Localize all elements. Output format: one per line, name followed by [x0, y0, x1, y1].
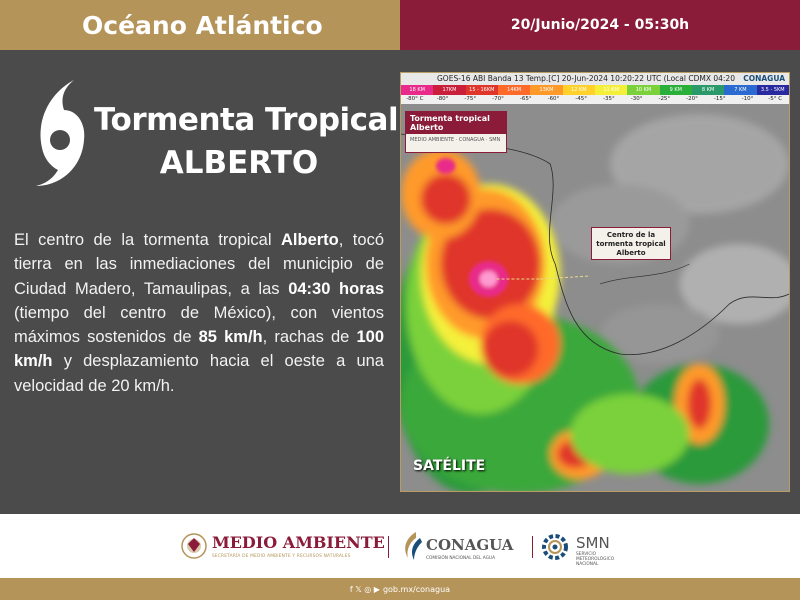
satellite-image [400, 72, 790, 492]
smn-subtitle: SERVICIO METEOROLÓGICO NACIONAL [576, 552, 615, 567]
colorbar-band: 3.5 - 5KM [757, 85, 789, 95]
bulletin-text-5: y desplazamiento hacia el oeste a una velocidad de 20 km/h. [14, 352, 384, 395]
conagua-title: CONAGUA [426, 536, 514, 554]
medio-ambiente-title: MEDIO AMBIENTE [212, 533, 385, 552]
temperature-tick: -30° [630, 96, 643, 102]
temperature-tick: -45° [575, 96, 588, 102]
temperature-tick: -60° [547, 96, 560, 102]
colorbar-band: 15 - 16KM [466, 85, 498, 95]
colorbar-band: 14KM [498, 85, 530, 95]
max-wind: 85 km/h [198, 328, 263, 347]
colorbar-band: 11 KM [595, 85, 627, 95]
temperature-tick: -20° [686, 96, 698, 102]
landfall-time: 04:30 horas [288, 279, 384, 298]
conagua-logo [400, 530, 525, 564]
satellite-legend-logos: MEDIO AMBIENTE · CONAGUA · SMN [410, 137, 501, 143]
temperature-tick: -65° [519, 96, 532, 102]
bulletin-text [14, 228, 384, 398]
temperature-tick: -70° [492, 96, 504, 102]
bottom-bar [0, 578, 800, 600]
storm-name-inline: Alberto [280, 231, 339, 249]
header-bar [0, 0, 800, 50]
temperature-tick: -80° C [406, 96, 424, 102]
satellite-conagua-logo: CONAGUA [743, 74, 785, 83]
colorbar-band: 18 KM [401, 85, 433, 95]
region-title: Océano Atlántico [0, 0, 400, 50]
bulletin-text-1: El centro de la tormenta tropical [14, 231, 281, 249]
temperature-tick: -80° [436, 96, 449, 102]
conagua-wave-icon [400, 530, 424, 562]
colorbar-band: 7 KM [724, 85, 756, 95]
medio-ambiente-logo [180, 530, 385, 564]
smn-title: SMN [576, 534, 610, 552]
satellite-label: SATÉLITE [413, 458, 486, 474]
satellite-legend-box [405, 111, 507, 153]
gusts: 100 km/h [14, 328, 384, 371]
smn-logo [540, 530, 630, 567]
temperature-tick: -75° [464, 96, 477, 102]
temperature-tick: -35° [603, 96, 615, 102]
height-colorbar [401, 85, 789, 95]
colorbar-band: 12 KM [563, 85, 595, 95]
main-panel [0, 50, 800, 514]
satellite-map [401, 104, 789, 492]
temperature-scale [401, 95, 789, 104]
footer-logos [0, 514, 800, 578]
smn-gear-icon [540, 532, 572, 562]
satellite-legend-title: Tormenta tropical Alberto [406, 112, 506, 134]
colorbar-band: 9 KM [660, 85, 692, 95]
bulletin-text-2: , tocó tierra en las inmediaciones del municipio de Ciudad Madero, Tamaulipas, a las [14, 231, 384, 298]
website-link[interactable]: gob.mx/conagua [382, 584, 451, 594]
temperature-tick: -5° C [768, 96, 783, 102]
bulletin-datetime: 20/Junio/2024 - 05:30h [400, 0, 800, 50]
coat-of-arms-icon [180, 530, 208, 562]
social-icons[interactable]: f 𝕏 ◎ ▶ [349, 584, 380, 594]
tropical-storm-icon [30, 74, 90, 186]
satellite-header [401, 73, 789, 85]
divider [532, 536, 533, 558]
colorbar-band: 17KM [433, 85, 465, 95]
storm-name: ALBERTO [159, 145, 319, 181]
bulletin-text-4: , rachas de [262, 328, 357, 347]
storm-center-callout: Centro de la tormenta tropical Alberto [591, 227, 671, 260]
temperature-tick: -15° [713, 96, 726, 102]
medio-ambiente-subtitle: SECRETARÍA DE MEDIO AMBIENTE Y RECURSOS NATURALES [212, 554, 351, 559]
storm-type-title: Tormenta Tropical [94, 102, 399, 138]
satellite-header-text: GOES-16 ABI Banda 13 Temp.[C] 20-Jun-2024 10:20:22 UTC (Local CDMX 04:20 [437, 74, 735, 83]
divider [388, 536, 389, 558]
colorbar-band: 10 KM [627, 85, 659, 95]
colorbar-band: 13KM [530, 85, 562, 95]
colorbar-band: 8 KM [692, 85, 724, 95]
conagua-subtitle: COMISIÓN NACIONAL DEL AGUA [426, 556, 496, 561]
temperature-tick: -25° [658, 96, 671, 102]
temperature-tick: -10° [741, 96, 754, 102]
bulletin-text-3: (tiempo del centro de México), con vientos máximos sostenidos de [14, 303, 384, 347]
